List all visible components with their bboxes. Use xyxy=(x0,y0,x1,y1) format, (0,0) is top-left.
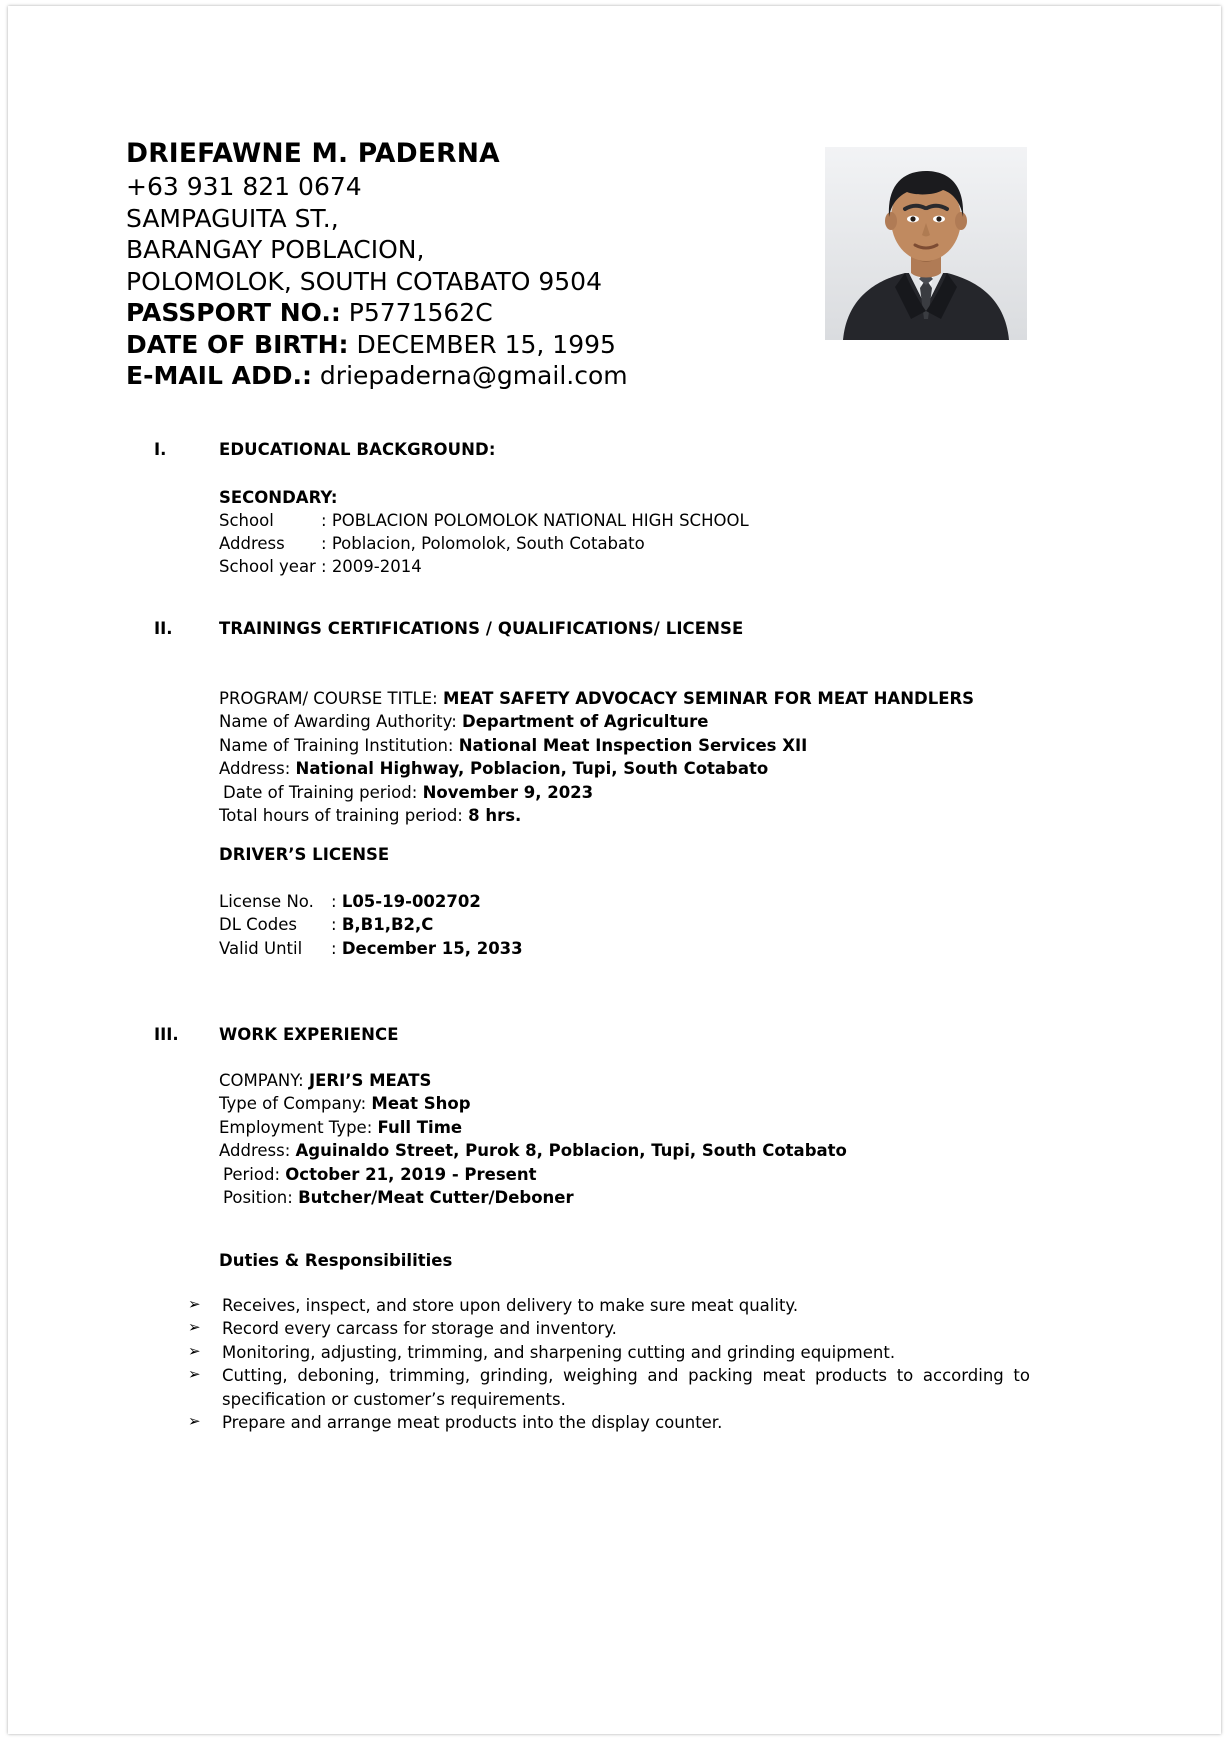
training-row-total-hours-value: 8 hrs. xyxy=(468,806,522,826)
training-row-institution-label: Name of Training Institution: xyxy=(219,735,454,755)
work-row-period xyxy=(219,1163,1079,1186)
work-row-position-label: Position: xyxy=(223,1188,293,1208)
work-row-position xyxy=(219,1186,1079,1209)
duty-item-text: Prepare and arrange meat products into the display counter. xyxy=(222,1413,723,1433)
education-row-school-label: School xyxy=(219,511,274,530)
work-row-position-value: Butcher/Meat Cutter/Deboner xyxy=(298,1188,574,1208)
address-line-2: BARANGAY POBLACION, xyxy=(126,235,425,264)
passport-row xyxy=(126,297,846,329)
training-row-date xyxy=(219,781,1039,804)
email-label: E-MAIL ADD.: xyxy=(126,361,312,390)
license-row-codes-label: DL Codes xyxy=(219,915,297,935)
education-row-school-year-label: School year xyxy=(219,557,316,576)
education-row-address xyxy=(219,532,645,555)
education-row-school xyxy=(219,509,749,532)
arrow-bullet-icon: ➢ xyxy=(188,1295,201,1313)
work-row-address xyxy=(219,1139,1079,1162)
education-row-school-year-sep: : xyxy=(321,557,327,576)
license-row-number-label: License No. xyxy=(219,892,314,911)
work-row-period-label: Period: xyxy=(223,1164,281,1184)
license-row-number-sep: : xyxy=(331,892,337,911)
work-section-numeral: III. xyxy=(154,1025,179,1044)
contact-header xyxy=(126,137,846,392)
duty-item xyxy=(184,1317,1030,1340)
arrow-bullet-icon: ➢ xyxy=(188,1412,201,1431)
license-row-codes xyxy=(219,913,719,936)
email-row xyxy=(126,360,846,392)
trainings-section-numeral: II. xyxy=(154,619,173,638)
address-line-3: POLOMOLOK, SOUTH COTABATO 9504 xyxy=(126,266,602,296)
education-row-address-label: Address xyxy=(219,534,285,553)
address-line-1: SAMPAGUITA ST., xyxy=(126,203,339,233)
arrow-bullet-icon: ➢ xyxy=(188,1365,201,1384)
training-row-total-hours xyxy=(219,804,1039,827)
training-row-awarding-authority xyxy=(219,710,1039,733)
license-row-codes-sep: : xyxy=(331,915,337,935)
work-section-title: WORK EXPERIENCE xyxy=(219,1025,399,1044)
duty-item-text: Receives, inspect, and store upon delivery to make sure meat quality. xyxy=(222,1296,799,1315)
work-row-employment-type xyxy=(219,1116,1079,1139)
arrow-bullet-icon: ➢ xyxy=(188,1341,201,1360)
drivers-license-heading: DRIVER’S LICENSE xyxy=(219,845,390,864)
arrow-bullet-icon: ➢ xyxy=(188,1318,201,1337)
phone-number: +63 931 821 0674 xyxy=(126,172,362,201)
duty-item xyxy=(184,1364,1030,1411)
education-row-address-value: Poblacion, Polomolok, South Cotabato xyxy=(331,534,645,553)
license-row-valid-until-sep: : xyxy=(331,938,337,958)
portrait-illustration xyxy=(825,147,1027,340)
duties-list xyxy=(184,1294,1030,1434)
training-details xyxy=(219,687,1039,827)
duty-item xyxy=(184,1411,1030,1434)
education-row-school-year-value: 2009-2014 xyxy=(331,557,422,576)
training-row-address-label: Address: xyxy=(219,759,291,779)
work-row-employment-type-label: Employment Type: xyxy=(219,1117,373,1137)
training-row-date-value: November 9, 2023 xyxy=(422,782,594,802)
dob-label: DATE OF BIRTH: xyxy=(126,329,349,359)
training-row-address-value: National Highway, Poblacion, Tupi, South Cotabato xyxy=(295,759,769,779)
work-row-address-label: Address: xyxy=(219,1141,291,1161)
work-row-company-value: JERI’S MEATS xyxy=(308,1071,432,1090)
work-row-company-label: COMPANY: xyxy=(219,1071,304,1090)
dob-value: DECEMBER 15, 1995 xyxy=(356,329,616,359)
training-row-institution-value: National Meat Inspection Services XII xyxy=(458,735,808,755)
duties-heading: Duties & Responsibilities xyxy=(219,1251,453,1270)
duty-item xyxy=(184,1341,1030,1364)
education-row-school-sep: : xyxy=(321,511,327,530)
license-row-valid-until-label: Valid Until xyxy=(219,938,303,958)
education-section-numeral: I. xyxy=(154,440,167,459)
training-row-awarding-authority-value: Department of Agriculture xyxy=(462,712,709,732)
education-level-label: SECONDARY: xyxy=(219,488,338,507)
license-row-number-value: L05-19-002702 xyxy=(341,892,481,911)
work-row-period-value: October 21, 2019 - Present xyxy=(285,1164,537,1184)
duty-item-text: Record every carcass for storage and inventory. xyxy=(222,1319,617,1339)
passport-value: P5771562C xyxy=(348,298,493,327)
work-row-employment-type-value: Full Time xyxy=(377,1117,463,1137)
duty-item-text: Monitoring, adjusting, trimming, and sharpening cutting and grinding equipment. xyxy=(222,1342,896,1362)
license-row-valid-until-value: December 15, 2033 xyxy=(341,938,523,958)
training-row-total-hours-label: Total hours of training period: xyxy=(219,806,463,826)
training-row-awarding-authority-label: Name of Awarding Authority: xyxy=(219,712,457,732)
page-sheet xyxy=(8,6,1221,1734)
education-row-school-value: POBLACION POLOMOLOK NATIONAL HIGH SCHOOL xyxy=(331,511,749,530)
education-row-address-sep: : xyxy=(321,534,327,553)
license-row-codes-value: B,B1,B2,C xyxy=(341,915,434,935)
work-row-company xyxy=(219,1069,1079,1092)
applicant-photo xyxy=(825,147,1027,340)
training-row-date-label: Date of Training period: xyxy=(223,782,418,802)
duty-item-text: Cutting, deboning, trimming, grinding, weighing and packing meat products to according to specification or customer’s requirements. xyxy=(222,1366,1030,1409)
duty-item xyxy=(184,1294,1030,1317)
training-row-course-title-label: PROGRAM/ COURSE TITLE: xyxy=(219,689,438,708)
applicant-name: DRIEFAWNE M. PADERNA xyxy=(126,138,500,169)
license-row-number xyxy=(219,890,719,913)
training-row-course-title-value: MEAT SAFETY ADVOCACY SEMINAR FOR MEAT HANDLERS xyxy=(442,689,975,708)
trainings-section-title: TRAININGS CERTIFICATIONS / QUALIFICATIONS/ LICENSE xyxy=(219,619,744,638)
passport-label: PASSPORT NO.: xyxy=(126,298,341,327)
education-section-title: EDUCATIONAL BACKGROUND: xyxy=(219,440,496,459)
work-row-type-value: Meat Shop xyxy=(371,1094,471,1114)
work-row-type xyxy=(219,1092,1079,1115)
license-row-valid-until xyxy=(219,937,719,960)
work-row-address-value: Aguinaldo Street, Purok 8, Poblacion, Tupi, South Cotabato xyxy=(295,1141,847,1161)
education-row-school-year xyxy=(219,555,422,578)
email-value: driepaderna@gmail.com xyxy=(319,361,628,390)
training-row-institution xyxy=(219,734,1039,757)
work-row-type-label: Type of Company: xyxy=(219,1094,367,1114)
training-row-course-title xyxy=(219,687,1039,710)
training-row-address xyxy=(219,757,1039,780)
work-details xyxy=(219,1069,1079,1209)
dob-row xyxy=(126,329,846,361)
drivers-license-details xyxy=(219,890,719,960)
